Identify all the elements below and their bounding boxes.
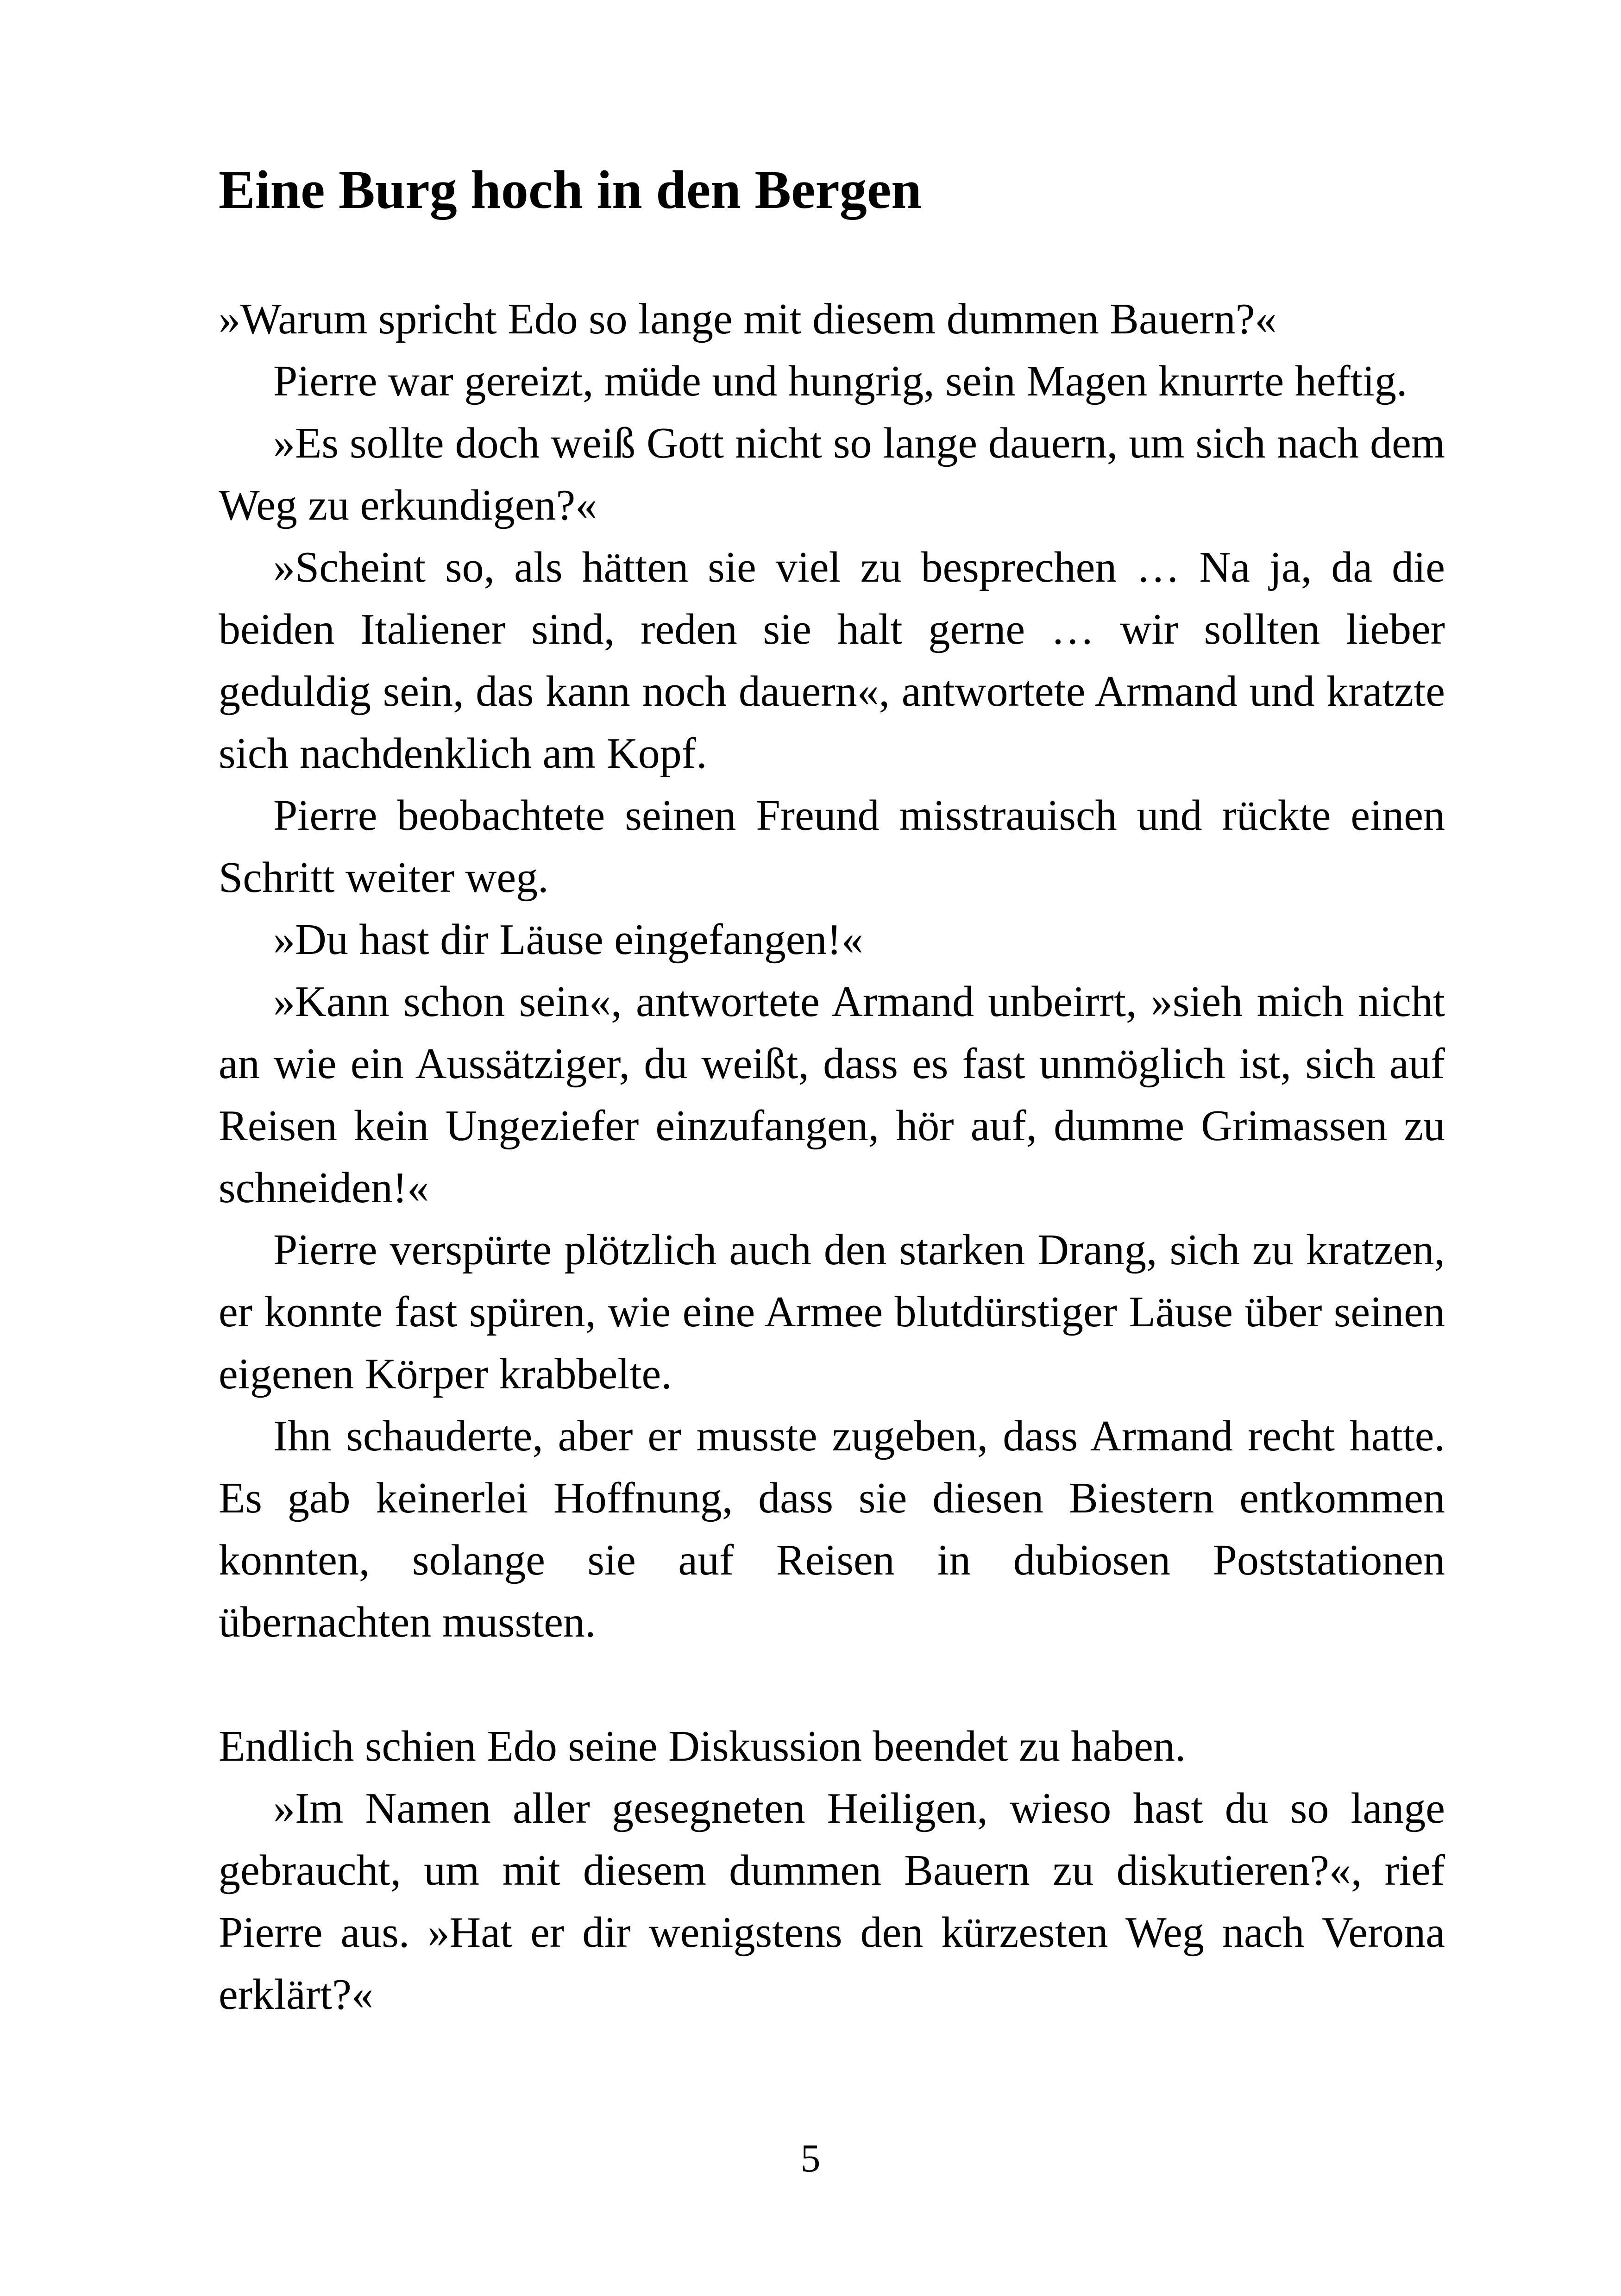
paragraph: Ihn schauderte, aber er musste zugeben, dass Armand recht hatte. Es gab keinerlei Hoffnung, dass sie diesen Biestern entkommen konnten, solange sie auf Reisen in dubiosen Poststationen übernachten mussten. [219,1412,1445,1646]
paragraph: »Du hast dir Läuse eingefangen!« [273,916,863,964]
paragraph: Pierre beobachtete seinen Freund misstrauisch und rückte einen Schritt weiter weg. [219,791,1445,902]
paragraph: »Kann schon sein«, antwortete Armand unbeirrt, »sieh mich nicht an wie ein Aussätziger, du weißt, dass es fast unmöglich ist, sich auf Reisen kein Ungeziefer einzufangen, hör auf, dumme Grimassen zu schneiden!« [219,978,1445,1212]
paragraph: Pierre verspürte plötzlich auch den starken Drang, sich zu kratzen, er konnte fast spüren, wie eine Armee blutdürstiger Läuse über seinen eigenen Körper krabbelte. [219,1226,1445,1398]
paragraph: Pierre war gereizt, müde und hungrig, sein Magen knurrte heftig. [273,357,1407,405]
page-number: 5 [800,2136,821,2180]
chapter-title: Eine Burg hoch in den Bergen [219,159,922,220]
paragraph: »Im Namen aller gesegneten Heiligen, wieso hast du so lange gebraucht, um mit diesem dummen Bauern zu diskutieren?«, rief Pierre aus. »Hat er dir wenigstens den kürzesten Weg nach Verona erklärt?« [219,1784,1445,2019]
paragraph: »Scheint so, als hätten sie viel zu besprechen … Na ja, da die beiden Italiener sind, reden sie halt gerne … wir sollten lieber geduldig sein, das kann noch dauern«, antwortete Armand und kratzte sich nachdenklich am Kopf. [219,543,1445,778]
paragraph: »Warum spricht Edo so lange mit diesem dummen Bauern?« [219,295,1277,343]
paragraph: »Es sollte doch weiß Gott nicht so lange dauern, um sich nach dem Weg zu erkundigen?« [219,419,1445,529]
body-text [219,288,1445,2026]
paragraph-section-start: Endlich schien Edo seine Diskussion beendet zu haben. [219,1722,1186,1770]
